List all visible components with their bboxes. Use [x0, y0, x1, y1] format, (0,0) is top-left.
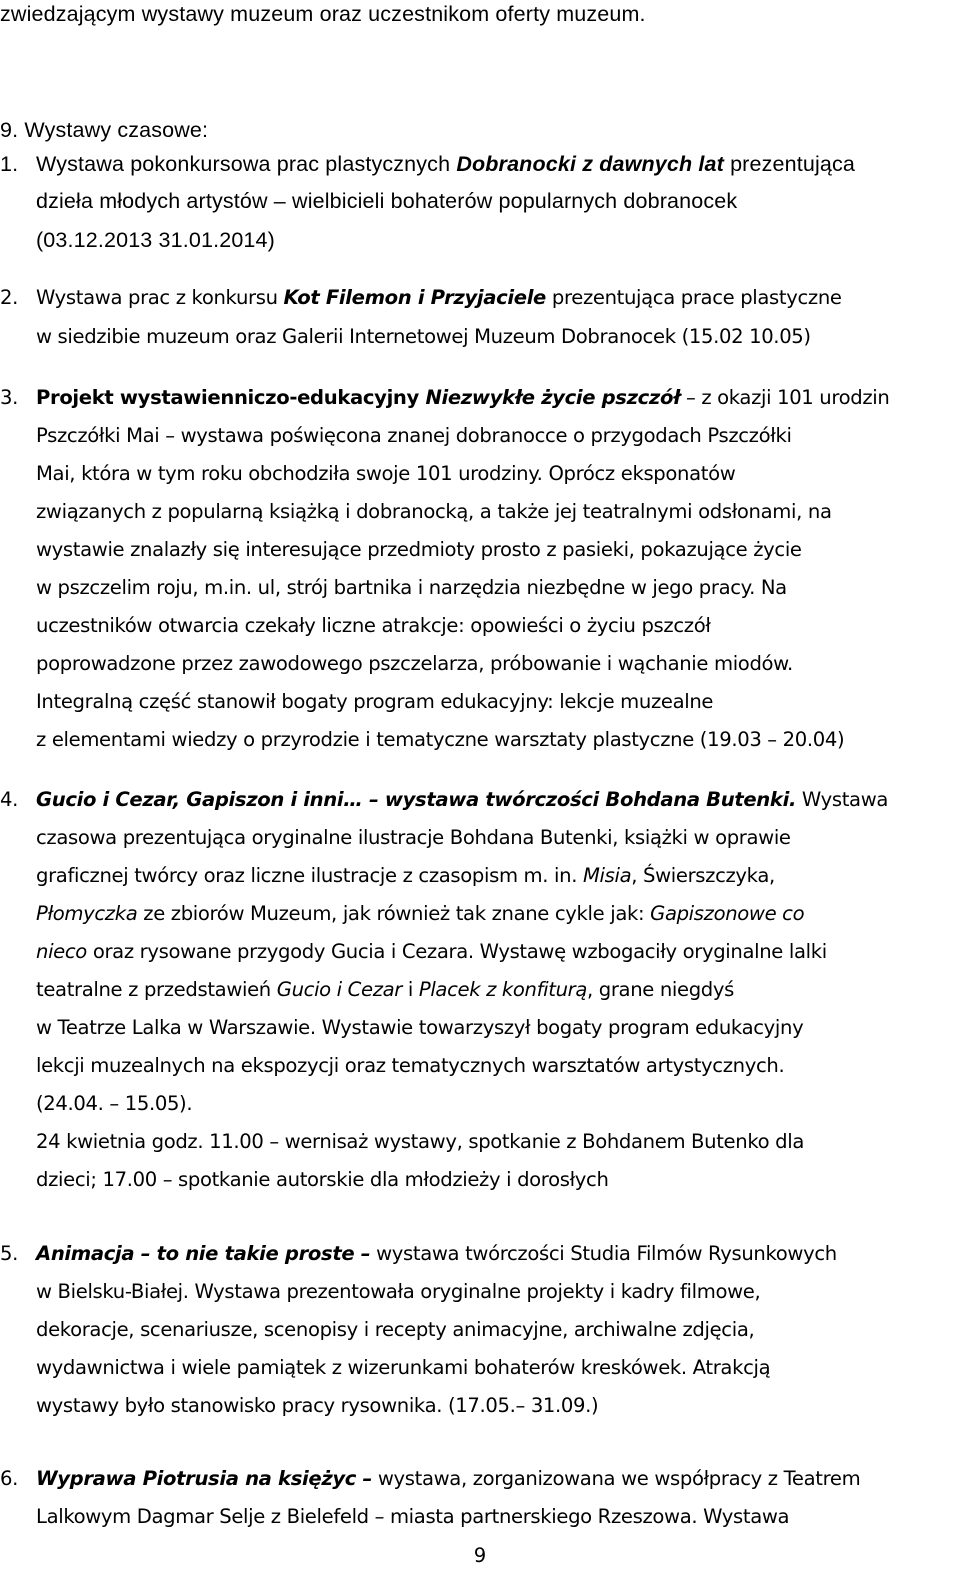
item-3-number: 3. — [0, 386, 18, 409]
item-3-title: Niezwykłe życie pszczół — [425, 386, 681, 409]
item-2-text: Wystawa prac z konkursu — [36, 286, 284, 309]
item-1-text-b: prezentująca — [723, 152, 855, 176]
item-4-cycle-title-cont: nieco — [36, 940, 87, 963]
item-4-line-6 — [36, 972, 734, 1008]
item-3-text-5: wystawie znalazły się interesujące przedmioty prosto z pasieki, pokazujące życie — [36, 538, 802, 561]
item-3-text-7: uczestników otwarcia czekały liczne atrakcje: opowieści o życiu pszczół — [36, 614, 711, 637]
section-heading — [0, 112, 208, 148]
item-4-play-2: Placek z konfiturą — [418, 978, 587, 1001]
item-6-title: Wyprawa Piotrusia na księżyc – — [36, 1467, 372, 1490]
item-5-text: wystawa twórczości Studia Filmów Rysunkowych — [370, 1242, 837, 1265]
item-4-line-3 — [36, 858, 775, 894]
item-3-line-7 — [36, 608, 711, 644]
item-1-text-2: dzieła młodych artystów – wielbicieli bohaterów popularnych dobranocek — [36, 189, 738, 213]
item-2-title: Kot Filemon i Przyjaciele — [283, 286, 546, 309]
item-4-text-3a: graficznej twórcy oraz liczne ilustracje z czasopism m. in. — [36, 864, 583, 887]
item-4-text-3b: , Świerszczyka, — [631, 864, 775, 887]
item-4-line-10 — [36, 1124, 804, 1160]
item-4-cycle-title: Gapiszonowe co — [650, 902, 805, 925]
item-3-text-10: z elementami wiedzy o przyrodzie i tematyczne warsztaty plastyczne (19.03 – 20.04) — [36, 728, 845, 751]
item-4-line-2 — [36, 820, 791, 856]
item-2-text-2: w siedzibie muzeum oraz Galerii Internetowej Muzeum Dobranocek (15.02 10.05) — [36, 325, 811, 348]
item-3-text-2: Pszczółki Mai – wystawa poświęcona znanej dobranocce o przygodach Pszczółki — [36, 424, 792, 447]
item-6-text: wystawa, zorganizowana we współpracy z Teatrem — [371, 1467, 861, 1490]
item-4-text-6c: , grane niegdyś — [587, 978, 735, 1001]
item-3-text-4: związanych z popularną książką i dobranocką, a także jej teatralnymi odsłonami, na — [36, 500, 832, 523]
item-3-text-3: Mai, która w tym roku obchodziła swoje 101 urodziny. Oprócz eksponatów — [36, 462, 736, 485]
item-4-text-4: ze zbiorów Muzeum, jak również tak znane cykle jak: — [137, 902, 651, 925]
item-4-text-11: dzieci; 17.00 – spotkanie autorskie dla młodzieży i dorosłych — [36, 1168, 609, 1191]
item-4-text-2: czasowa prezentująca oryginalne ilustracje Bohdana Butenki, książki w oprawie — [36, 826, 791, 849]
section-heading-text: 9. Wystawy czasowe: — [0, 118, 209, 142]
item-4-play-1: Gucio i Cezar — [276, 978, 402, 1001]
item-4-magazine-misia: Misia — [582, 864, 632, 887]
item-6-line-2 — [36, 1499, 789, 1535]
item-2-line-1 — [0, 280, 842, 316]
item-5-number: 5. — [0, 1242, 18, 1265]
item-5-line-2 — [36, 1274, 760, 1310]
item-4-line-8 — [36, 1048, 784, 1084]
item-5-text-3: dekoracje, scenariusze, scenopisy i recepty animacyjne, archiwalne zdjęcia, — [36, 1318, 755, 1341]
item-3-line-10 — [36, 722, 844, 758]
item-6-number: 6. — [0, 1467, 18, 1490]
item-4-line-4 — [36, 896, 804, 932]
item-4-line-7 — [36, 1010, 803, 1046]
item-3-line-9 — [36, 684, 713, 720]
item-5-line-5 — [36, 1388, 598, 1424]
item-3-line-2 — [36, 418, 792, 454]
item-4-number: 4. — [0, 788, 18, 811]
item-1-line-3 — [36, 222, 275, 258]
item-3-line-4 — [36, 494, 832, 530]
item-1-text: Wystawa pokonkursowa prac plastycznych — [36, 152, 457, 176]
item-2-line-2 — [36, 319, 811, 355]
item-3-line-5 — [36, 532, 802, 568]
item-5-title: Animacja – to nie takie proste – — [36, 1242, 371, 1265]
item-4-line-1 — [0, 782, 888, 818]
item-3-text-6: w pszczelim roju, m.in. ul, strój bartnika i narzędzia niezbędne w jego pracy. Na — [36, 576, 787, 599]
item-5-text-2: w Bielsku-Białej. Wystawa prezentowała oryginalne projekty i kadry filmowe, — [36, 1280, 761, 1303]
intro-text: zwiedzającym wystawy muzeum oraz uczestnikom oferty muzeum. — [0, 2, 646, 26]
item-5-text-5: wystawy było stanowisko pracy rysownika. (17.05.– 31.09.) — [36, 1394, 599, 1417]
item-6-line-1 — [0, 1461, 860, 1497]
item-1-dates: (03.12.2013 31.01.2014) — [36, 228, 275, 252]
item-3-line-1 — [0, 380, 889, 416]
item-4-text-5: oraz rysowane przygody Gucia i Cezara. Wystawę wzbogaciły oryginalne lalki — [86, 940, 827, 963]
item-3-project-label: Projekt wystawienniczo-edukacyjny — [36, 386, 426, 409]
item-4-line-5 — [36, 934, 827, 970]
item-4-dates: (24.04. – 15.05). — [36, 1092, 193, 1115]
item-4-text-8: lekcji muzealnych na ekspozycji oraz tematycznych warsztatów artystycznych. — [36, 1054, 785, 1077]
item-3-text-b: – z okazji 101 urodzin — [680, 386, 890, 409]
item-4-text-6b: i — [402, 978, 419, 1001]
item-3-text-8: poprowadzone przez zawodowego pszczelarza, próbowanie i wąchanie miodów. — [36, 652, 793, 675]
item-5-text-4: wydawnictwa i wiele pamiątek z wizerunkami bohaterów kreskówek. Atrakcją — [36, 1356, 771, 1379]
item-1-title: Dobranocki z dawnych lat — [456, 152, 724, 176]
item-4-title: Gucio i Cezar, Gapiszon i inni… – wystawa twórczości Bohdana Butenki. — [36, 788, 797, 811]
item-3-line-6 — [36, 570, 787, 606]
item-4-text-7: w Teatrze Lalka w Warszawie. Wystawie towarzyszył bogaty program edukacyjny — [36, 1016, 804, 1039]
item-2-number: 2. — [0, 286, 18, 309]
item-5-line-4 — [36, 1350, 770, 1386]
item-1-number: 1. — [0, 152, 19, 176]
item-1-line-1 — [0, 146, 855, 182]
item-4-line-11 — [36, 1162, 609, 1198]
item-4-magazine-plomyczek: Płomyczka — [36, 902, 138, 925]
item-1-line-2 — [36, 183, 737, 219]
item-6-text-2: Lalkowym Dagmar Selje z Bielefeld – miasta partnerskiego Rzeszowa. Wystawa — [36, 1505, 790, 1528]
item-4-text-10: 24 kwietnia godz. 11.00 – wernisaż wystawy, spotkanie z Bohdanem Butenko dla — [36, 1130, 804, 1153]
item-3-text-9: Integralną część stanowił bogaty program edukacyjny: lekcje muzealne — [36, 690, 714, 713]
intro-line — [0, 0, 646, 32]
page-number: 9 — [473, 1544, 487, 1567]
item-4-line-9 — [36, 1086, 192, 1122]
item-3-line-8 — [36, 646, 793, 682]
item-3-line-3 — [36, 456, 735, 492]
item-4-text-6a: teatralne z przedstawień — [36, 978, 277, 1001]
item-4-text: Wystawa — [796, 788, 889, 811]
item-5-line-3 — [36, 1312, 754, 1348]
item-2-text-b: prezentująca prace plastyczne — [546, 286, 842, 309]
item-5-line-1 — [0, 1236, 837, 1272]
